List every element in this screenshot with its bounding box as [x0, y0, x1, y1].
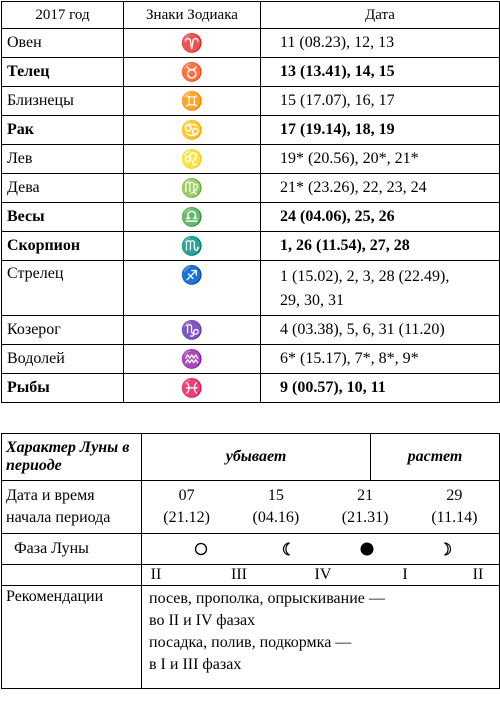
period-start-day: 15	[267, 487, 284, 504]
sagittarius-icon: ♐	[124, 261, 261, 316]
zodiac-row	[2, 316, 500, 345]
period-start-day: 29	[446, 487, 463, 504]
moon-character-label: Характер Луны в периоде	[2, 434, 142, 481]
zodiac-row	[2, 116, 500, 145]
recommendations-text	[142, 586, 500, 689]
new-moon-icon	[358, 540, 376, 558]
sign-dates-line: 29, 30, 31	[280, 292, 344, 309]
waning-label: убывает	[142, 434, 371, 481]
sign-name: Телец	[2, 58, 124, 87]
gemini-icon: ♊	[124, 87, 261, 116]
moon-phase-table	[1, 433, 500, 689]
leo-icon: ♌	[124, 145, 261, 174]
zodiac-row	[2, 174, 500, 203]
sign-dates: 11 (08.23), 12, 13	[261, 29, 500, 58]
quarter-values	[142, 565, 500, 586]
zodiac-header-row	[2, 2, 500, 29]
full-moon-icon	[192, 540, 210, 558]
sign-name: Близнецы	[2, 87, 124, 116]
libra-icon: ♎	[124, 203, 261, 232]
recommendations-row	[2, 586, 500, 689]
zodiac-row	[2, 232, 500, 261]
sign-name: Весы	[2, 203, 124, 232]
virgo-icon: ♍	[124, 174, 261, 203]
sign-dates: 24 (04.06), 25, 26	[261, 203, 500, 232]
period-start-time: (21.31)	[341, 509, 389, 526]
zodiac-row	[2, 29, 500, 58]
zodiac-row	[2, 345, 500, 374]
quarter-numeral: III	[231, 566, 247, 583]
period-start-row	[2, 481, 500, 534]
zodiac-row	[2, 203, 500, 232]
zodiac-table	[1, 1, 500, 403]
scorpio-icon: ♏	[124, 232, 261, 261]
capricorn-icon: ♑	[124, 316, 261, 345]
aquarius-icon: ♒	[124, 345, 261, 374]
period-start	[142, 485, 231, 529]
period-start	[410, 485, 499, 529]
sign-name: Скорпион	[2, 232, 124, 261]
pisces-icon: ♓	[124, 374, 261, 403]
recommendation-line: в I и III фазах	[149, 656, 242, 673]
quarter-row	[2, 565, 500, 586]
zodiac-row	[2, 58, 500, 87]
year-header: 2017 год	[2, 2, 124, 29]
zodiac-row	[2, 261, 500, 316]
sign-name: Рыбы	[2, 374, 124, 403]
period-start	[231, 485, 320, 529]
recommendation-line: посадка, полив, подкормка —	[149, 634, 352, 651]
sign-name: Лев	[2, 145, 124, 174]
waxing-label: растет	[371, 434, 500, 481]
sign-name: Овен	[2, 29, 124, 58]
last-quarter-icon	[278, 540, 296, 558]
period-start-day: 07	[178, 487, 195, 504]
quarter-numeral: II	[150, 566, 162, 583]
sign-dates: 13 (13.41), 14, 15	[261, 58, 500, 87]
quarter-numeral: II	[472, 566, 484, 583]
aries-icon: ♈	[124, 29, 261, 58]
quarter-numeral: I	[402, 566, 408, 583]
sign-name: Дева	[2, 174, 124, 203]
sign-name: Рак	[2, 116, 124, 145]
sign-dates: 1, 26 (11.54), 27, 28	[261, 232, 500, 261]
recommendations-label: Рекомендации	[2, 586, 142, 689]
moon-phase-icons	[142, 534, 500, 565]
period-start-time: (04.16)	[252, 509, 300, 526]
quarter-label-empty	[2, 565, 142, 586]
sign-dates: 15 (17.07), 16, 17	[261, 87, 500, 116]
sign-name: Козерог	[2, 316, 124, 345]
sign-dates: 21* (23.26), 22, 23, 24	[261, 174, 500, 203]
moon-phase-row	[2, 534, 500, 565]
moon-phase-label: Фаза Луны	[2, 534, 142, 565]
zodiac-body	[2, 29, 500, 403]
date-header: Дата	[261, 2, 500, 29]
sign-dates: 4 (03.38), 5, 6, 31 (11.20)	[261, 316, 500, 345]
sign-dates: 17 (19.14), 18, 19	[261, 116, 500, 145]
sign-name: Стрелец	[2, 261, 124, 316]
period-start-values	[142, 481, 500, 534]
period-start	[321, 485, 410, 529]
quarter-numeral: IV	[314, 566, 332, 583]
sign-dates: 6* (15.17), 7*, 8*, 9*	[261, 345, 500, 374]
sign-dates	[261, 261, 500, 316]
first-quarter-icon	[438, 540, 456, 558]
sign-name: Водолей	[2, 345, 124, 374]
signs-header: Знаки Зодиака	[124, 2, 261, 29]
zodiac-row	[2, 374, 500, 403]
taurus-icon: ♉	[124, 58, 261, 87]
sign-dates: 19* (20.56), 20*, 21*	[261, 145, 500, 174]
period-start-label: Дата и время начала периода	[2, 481, 142, 534]
recommendation-line: посев, прополка, опрыскивание —	[149, 590, 385, 607]
moon-character-row	[2, 434, 500, 481]
zodiac-row	[2, 87, 500, 116]
sign-dates: 9 (00.57), 10, 11	[261, 374, 500, 403]
zodiac-row	[2, 145, 500, 174]
sign-dates-line: 1 (15.02), 2, 3, 28 (22.49),	[280, 268, 450, 285]
period-start-day: 21	[357, 487, 374, 504]
recommendation-line: во II и IV фазах	[149, 612, 256, 629]
period-start-time: (11.14)	[431, 509, 478, 526]
period-start-time: (21.12)	[163, 509, 210, 526]
cancer-icon: ♋	[124, 116, 261, 145]
